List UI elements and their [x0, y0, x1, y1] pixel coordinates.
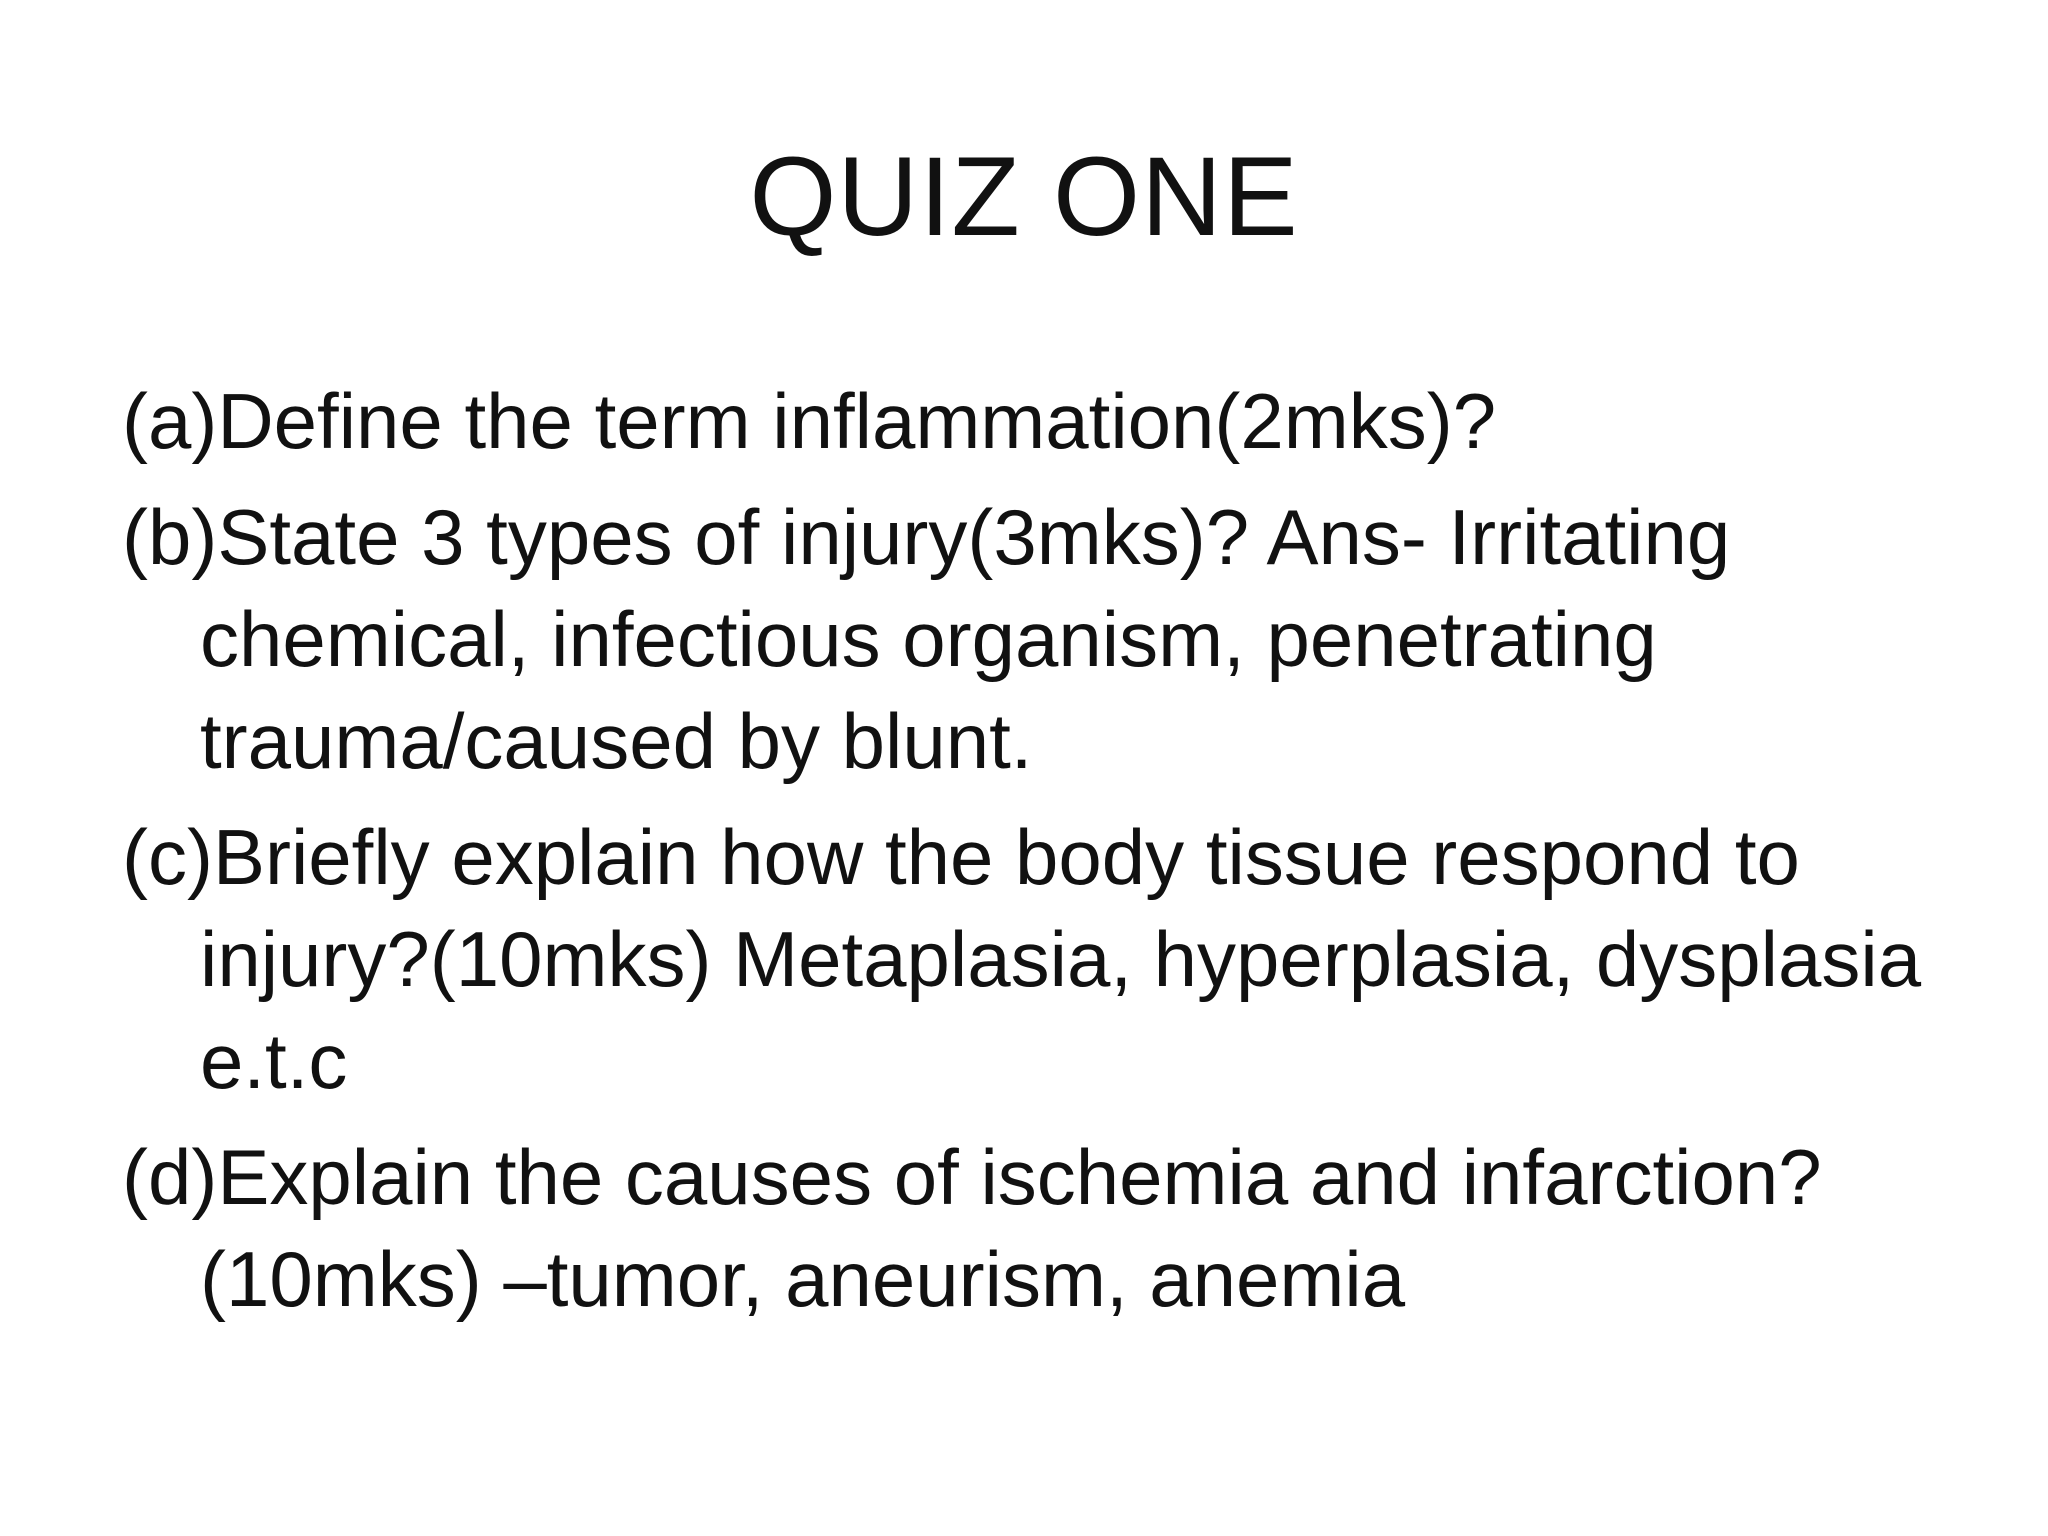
question-b: (b)State 3 types of injury(3mks)? Ans- Irritating chemical, infectious organism, penetrating trauma/caused by blunt. — [122, 493, 1731, 785]
question-c: (c)Briefly explain how the body tissue respond to injury?(10mks) Metaplasia, hyperplasia, dysplasia e.t.c — [122, 813, 1922, 1105]
question-a: (a)Define the term inflammation(2mks)? — [122, 377, 1497, 465]
question-list — [122, 370, 1942, 1344]
slide-title: QUIZ ONE — [749, 134, 1299, 259]
question-d: (d)Explain the causes of ischemia and infarction?(10mks) –tumor, aneurism, anemia — [122, 1133, 1822, 1323]
